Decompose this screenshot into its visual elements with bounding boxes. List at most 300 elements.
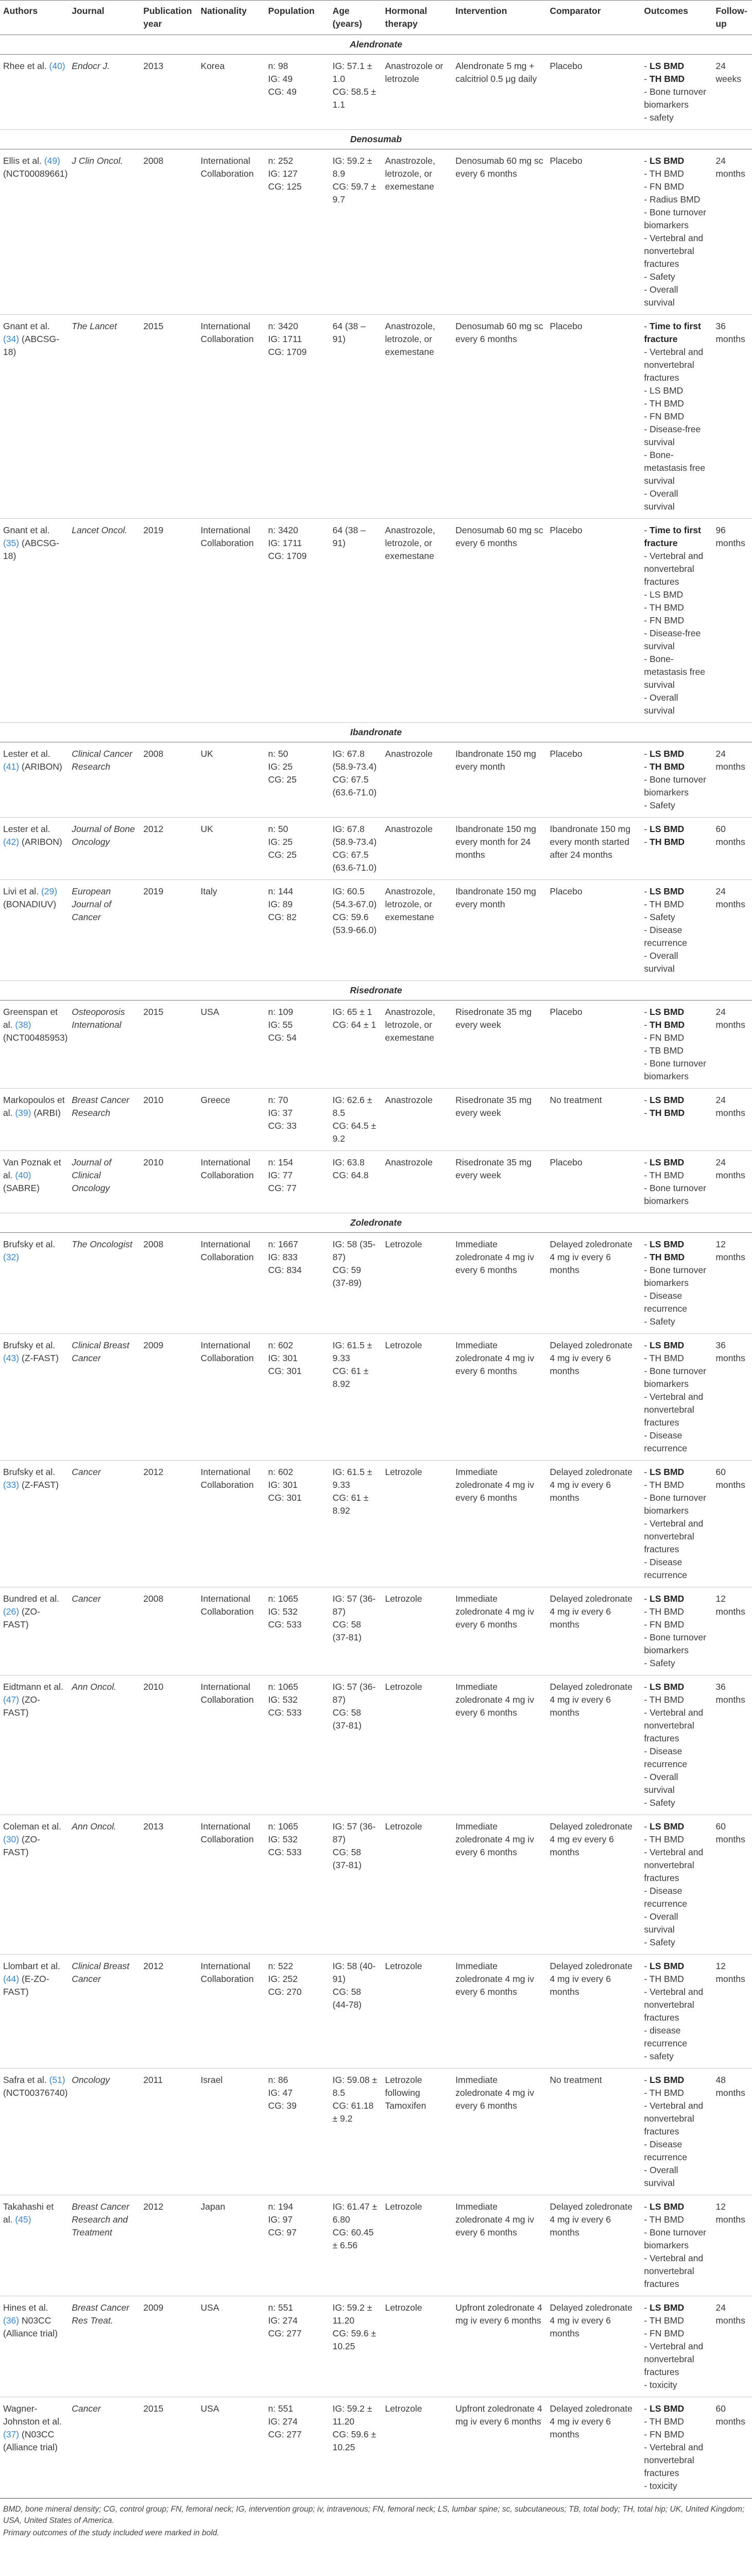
cell-outcomes: [641, 818, 712, 880]
reference-link[interactable]: (35): [3, 538, 20, 548]
cell-population-text: CG: 270: [268, 1987, 302, 1997]
secondary-outcome: - Safety: [644, 912, 675, 922]
primary-outcome: - LS BMD: [644, 1821, 685, 1832]
cell-nationality-text: Israel: [200, 2075, 223, 2085]
cell-nationality: [198, 1461, 265, 1587]
cell-comparator-text: Placebo: [550, 525, 583, 535]
cell-publication-year: [140, 1955, 197, 2069]
cell-publication-year: [140, 1233, 197, 1334]
secondary-outcome: - Overall survival: [644, 692, 678, 716]
reference-link[interactable]: (26): [3, 1606, 20, 1617]
cell-journal: [69, 818, 140, 880]
table-row: [0, 2296, 752, 2397]
cell-population-text: n: 70: [268, 1095, 288, 1105]
reference-link[interactable]: (36): [3, 2315, 20, 2326]
table-row: [0, 1001, 752, 1089]
cell-comparator-text: Placebo: [550, 886, 583, 896]
table-row: [0, 1461, 752, 1587]
outcomes-list: [644, 60, 709, 124]
reference-link[interactable]: (49): [44, 156, 60, 166]
cell-intervention: [452, 55, 546, 130]
cell-outcomes: [641, 880, 712, 981]
cell-hormonal-therapy: [382, 149, 453, 315]
cell-population-text: n: 1667: [268, 1239, 298, 1249]
outcome-label: LS BMD: [650, 1157, 685, 1167]
cell-nationality: [198, 2397, 265, 2498]
cell-age: [330, 880, 382, 981]
cell-publication-year-text: 2015: [143, 2403, 164, 2414]
cell-age-text: IG: 61.47 ± 6.80: [332, 2201, 378, 2225]
secondary-outcome: - Vertebral and nonvertebral fractures: [644, 1392, 704, 1428]
secondary-outcome: - Safety: [644, 1658, 675, 1668]
cell-comparator: [546, 1233, 641, 1334]
primary-outcome: - TH BMD: [644, 1252, 685, 1262]
author-name: Eidtmann et al.: [3, 1682, 63, 1692]
cell-hormonal-therapy-text: Anastrozole: [385, 749, 433, 759]
cell-population: [265, 315, 329, 519]
cell-hormonal-therapy-text: Anastrozole, letrozole, or exemestane: [385, 321, 435, 357]
cell-population-text: CG: 82: [268, 912, 297, 922]
cell-age-text: CG: 59.6 (53.9-66.0): [332, 912, 377, 935]
secondary-outcome: - Disease recurrence: [644, 1430, 688, 1453]
cell-population-text: CG: 301: [268, 1493, 302, 1503]
cell-intervention-text: Immediate zoledronate 4 mg iv every 6 months: [455, 1821, 534, 1857]
cell-population: [265, 1089, 329, 1151]
cell-journal: [69, 55, 140, 130]
secondary-outcome: - Bone turnover biomarkers: [644, 1058, 707, 1081]
outcome-label: LS BMD: [650, 1594, 685, 1604]
cell-population-text: IG: 252: [268, 1974, 298, 1984]
outcomes-list: [644, 1156, 709, 1208]
reference-link[interactable]: (40): [49, 61, 65, 71]
outcome-label: LS BMD: [650, 589, 683, 600]
cell-publication-year: [140, 2397, 197, 2498]
cell-age-text: CG: 64.5 ± 9.2: [332, 1121, 377, 1144]
outcome-label: Vertebral and nonvertebral fractures: [644, 2341, 704, 2377]
cell-intervention-text: Immediate zoledronate 4 mg iv every 6 months: [455, 1961, 534, 1997]
cell-journal: [69, 1151, 140, 1213]
cell-comparator-text: Delayed zoledronate 4 mg iv every 6 months: [550, 2403, 633, 2439]
table-row: [0, 880, 752, 981]
secondary-outcome: - Vertebral and nonvertebral fractures: [644, 1518, 704, 1554]
primary-outcome: - LS BMD: [644, 1467, 685, 1477]
cell-intervention-text: Ibandronate 150 mg every month for 24 months: [455, 824, 536, 860]
cell-publication-year-text: 2010: [143, 1157, 164, 1167]
reference-link[interactable]: (39): [15, 1108, 31, 1118]
outcome-label: Bone turnover biomarkers: [644, 1493, 707, 1516]
author-name: Brufsky et al.: [3, 1340, 56, 1350]
cell-population-text: n: 1065: [268, 1594, 298, 1604]
cell-journal-text: Clinical Breast Cancer: [72, 1340, 130, 1363]
outcome-label: Overall survival: [644, 2165, 678, 2188]
cell-publication-year: [140, 315, 197, 519]
outcome-label: TH BMD: [649, 1606, 684, 1617]
outcome-label: Time to first fracture: [644, 525, 701, 548]
reference-link[interactable]: (45): [15, 2214, 31, 2225]
cell-publication-year-text: 2008: [143, 1594, 164, 1604]
outcome-label: TH BMD: [650, 1020, 685, 1030]
outcome-label: Bone-metastasis free survival: [644, 654, 706, 690]
cell-comparator: [546, 55, 641, 130]
outcome-label: LS BMD: [650, 1239, 685, 1249]
cell-journal-text: Cancer: [72, 1467, 101, 1477]
primary-outcome: - LS BMD: [644, 824, 685, 834]
cell-authors: [0, 519, 69, 723]
cell-journal-text: Osteoporosis International: [72, 1007, 125, 1030]
cell-nationality: [198, 55, 265, 130]
author-name: Lester et al.: [3, 749, 50, 759]
reference-link[interactable]: (29): [41, 886, 58, 896]
cell-intervention: [452, 742, 546, 818]
cell-follow-up: 24 months: [712, 1151, 752, 1213]
drug-group-label: Ibandronate: [0, 723, 752, 742]
secondary-outcome: - TH BMD: [644, 2214, 684, 2225]
outcome-label: Bone turnover biomarkers: [644, 1632, 707, 1655]
cell-comparator: [546, 315, 641, 519]
outcomes-list: [644, 2074, 709, 2190]
cell-age: [330, 1151, 382, 1213]
cell-population-text: n: 3420: [268, 321, 298, 331]
cell-comparator: [546, 2195, 641, 2296]
outcome-label: TH BMD: [649, 168, 684, 179]
outcome-label: Overall survival: [644, 1772, 678, 1795]
cell-follow-up: 24 weeks: [712, 55, 752, 130]
outcomes-list: [644, 1466, 709, 1582]
secondary-outcome: - TH BMD: [644, 1480, 684, 1490]
secondary-outcome: - Vertebral and nonvertebral fractures: [644, 1707, 704, 1743]
cell-follow-up: 12 months: [712, 2195, 752, 2296]
cell-hormonal-therapy: [382, 1955, 453, 2069]
secondary-outcome: - Bone turnover biomarkers: [644, 87, 707, 110]
table-row: [0, 742, 752, 818]
primary-outcome: - LS BMD: [644, 1594, 685, 1604]
outcome-label: LS BMD: [650, 385, 683, 396]
cell-hormonal-therapy: [382, 1675, 453, 1815]
secondary-outcome: - TH BMD: [644, 1353, 684, 1363]
outcome-label: LS BMD: [650, 2403, 685, 2414]
author-name: Gnant et al.: [3, 525, 50, 535]
cell-population-text: IG: 89: [268, 899, 293, 909]
reference-link[interactable]: (38): [15, 1020, 31, 1030]
cell-hormonal-therapy-text: Anastrozole, letrozole, or exemestane: [385, 525, 435, 561]
secondary-outcome: - FN BMD: [644, 2429, 685, 2439]
cell-population-text: n: 194: [268, 2201, 294, 2212]
cell-follow-up: 24 months: [712, 742, 752, 818]
author-name: Wagner-Johnston et al.: [3, 2403, 62, 2427]
cell-authors: [0, 880, 69, 981]
table-row: [0, 1955, 752, 2069]
cell-comparator: [546, 2296, 641, 2397]
cell-journal: [69, 1001, 140, 1089]
cell-population: [265, 149, 329, 315]
cell-nationality: [198, 1675, 265, 1815]
cell-population-text: IG: 37: [268, 1108, 293, 1118]
secondary-outcome: - Vertebral and nonvertebral fractures: [644, 347, 704, 383]
outcome-label: Overall survival: [644, 692, 678, 716]
cell-hormonal-therapy: [382, 55, 453, 130]
outcomes-list: [644, 524, 709, 717]
cell-intervention-text: Denosumab 60 mg sc every 6 months: [455, 321, 543, 344]
secondary-outcome: - Safety: [644, 1937, 675, 1947]
reference-link[interactable]: (37): [3, 2429, 20, 2439]
cell-nationality-text: International Collaboration: [200, 156, 254, 179]
header-population: Population: [265, 1, 329, 35]
trial-id: (ZO-FAST): [3, 1606, 40, 1630]
author-name: Bundred et al.: [3, 1594, 59, 1604]
author-name: Coleman et al.: [3, 1821, 61, 1832]
cell-population-text: CG: 25: [268, 774, 297, 785]
primary-outcome: - TH BMD: [644, 1020, 685, 1030]
primary-outcome: - LS BMD: [644, 2075, 685, 2085]
reference-link[interactable]: (43): [3, 1353, 20, 1363]
cell-authors: [0, 1461, 69, 1587]
cell-population: [265, 1334, 329, 1461]
secondary-outcome: - TH BMD: [644, 2088, 684, 2098]
outcome-label: TH BMD: [649, 899, 684, 909]
cell-population-text: n: 551: [268, 2302, 294, 2313]
cell-hormonal-therapy-text: Letrozole: [385, 1594, 422, 1604]
cell-outcomes: [641, 1233, 712, 1334]
secondary-outcome: - Bone-metastasis free survival: [644, 654, 706, 690]
secondary-outcome: - Bone turnover biomarkers: [644, 1493, 707, 1516]
trial-id: (ARIBON): [22, 761, 62, 772]
cell-population-text: CG: 277: [268, 2429, 302, 2439]
outcome-label: Bone turnover biomarkers: [644, 2227, 707, 2250]
secondary-outcome: - FN BMD: [644, 1032, 685, 1043]
cell-hormonal-therapy: [382, 1001, 453, 1089]
cell-intervention-text: Immediate zoledronate 4 mg iv every 6 months: [455, 1682, 534, 1718]
cell-nationality: [198, 1233, 265, 1334]
secondary-outcome: - FN BMD: [644, 411, 685, 421]
secondary-outcome: - FN BMD: [644, 1619, 685, 1630]
cell-population-text: IG: 274: [268, 2416, 298, 2427]
secondary-outcome: - Radius BMD: [644, 194, 700, 205]
cell-outcomes: [641, 315, 712, 519]
table-row: [0, 1334, 752, 1461]
cell-population: [265, 1151, 329, 1213]
outcome-label: Vertebral and nonvertebral fractures: [644, 551, 704, 587]
header-follow-up: Follow-up: [712, 1, 752, 35]
secondary-outcome: - Vertebral and nonvertebral fractures: [644, 2341, 704, 2377]
cell-journal-text: Cancer: [72, 2403, 101, 2414]
cell-nationality: [198, 2069, 265, 2195]
cell-authors: [0, 1815, 69, 1955]
outcome-label: LS BMD: [650, 1340, 685, 1350]
primary-outcome: - LS BMD: [644, 61, 685, 71]
cell-publication-year-text: 2010: [143, 1095, 164, 1105]
outcome-label: Disease recurrence: [644, 925, 688, 948]
cell-age-text: CG: 58 (37-81): [332, 1847, 362, 1870]
primary-outcome: - LS BMD: [644, 886, 685, 896]
cell-intervention: [452, 2069, 546, 2195]
secondary-outcome: - Bone turnover biomarkers: [644, 1366, 707, 1389]
cell-nationality-text: Japan: [200, 2201, 226, 2212]
cell-comparator-text: Placebo: [550, 61, 583, 71]
cell-age-text: CG: 61.18 ± 9.2: [332, 2100, 374, 2124]
cell-comparator: [546, 880, 641, 981]
drug-group-label: Denosumab: [0, 130, 752, 149]
cell-hormonal-therapy-text: Anastrozole: [385, 1157, 433, 1167]
cell-authors: [0, 1675, 69, 1815]
secondary-outcome: - TH BMD: [644, 602, 684, 613]
cell-intervention-text: Risedronate 35 mg every week: [455, 1095, 532, 1118]
secondary-outcome: - Overall survival: [644, 951, 678, 974]
cell-population-text: n: 1065: [268, 1682, 298, 1692]
cell-publication-year: [140, 55, 197, 130]
cell-age: [330, 149, 382, 315]
cell-journal: [69, 2397, 140, 2498]
cell-outcomes: [641, 1675, 712, 1815]
cell-comparator-text: Placebo: [550, 156, 583, 166]
secondary-outcome: - Bone turnover biomarkers: [644, 1183, 707, 1206]
cell-population: [265, 1955, 329, 2069]
secondary-outcome: - Overall survival: [644, 1911, 678, 1935]
outcome-label: TH BMD: [649, 1974, 684, 1984]
cell-comparator: [546, 1001, 641, 1089]
outcome-label: TH BMD: [649, 2416, 684, 2427]
cell-age-text: IG: 58 (40-91): [332, 1961, 376, 1984]
cell-hormonal-therapy: [382, 880, 453, 981]
cell-age-text: CG: 64 ± 1: [332, 1020, 377, 1030]
reference-link[interactable]: (40): [15, 1170, 31, 1180]
reference-link[interactable]: (47): [3, 1694, 20, 1705]
cell-journal-text: Journal of Clinical Oncology: [72, 1157, 112, 1193]
cell-authors: [0, 55, 69, 130]
cell-age-text: CG: 59 (37-89): [332, 1265, 362, 1288]
primary-outcome: - LS BMD: [644, 1961, 685, 1971]
reference-link[interactable]: (44): [3, 1974, 20, 1984]
cell-intervention: [452, 519, 546, 723]
cell-outcomes: [641, 2397, 712, 2498]
outcome-label: LS BMD: [650, 1682, 685, 1692]
cell-follow-up: 24 months: [712, 2296, 752, 2397]
cell-hormonal-therapy-text: Anastrozole, letrozole, or exemestane: [385, 156, 435, 192]
cell-authors: [0, 1089, 69, 1151]
primary-outcome: - LS BMD: [644, 1157, 685, 1167]
reference-link[interactable]: (30): [3, 1834, 20, 1844]
cell-intervention: [452, 1461, 546, 1587]
cell-publication-year-text: 2012: [143, 824, 164, 834]
author-name: Brufsky et al.: [3, 1239, 56, 1249]
outcome-label: disease recurrence: [644, 2025, 688, 2048]
cell-population-text: n: 252: [268, 156, 294, 166]
cell-journal: [69, 2195, 140, 2296]
secondary-outcome: - TH BMD: [644, 398, 684, 409]
cell-publication-year: [140, 149, 197, 315]
cell-publication-year-text: 2013: [143, 61, 164, 71]
reference-link[interactable]: (41): [3, 761, 20, 772]
cell-age-text: CG: 58 (37-81): [332, 1707, 362, 1731]
cell-publication-year: [140, 1334, 197, 1461]
cell-comparator-text: Placebo: [550, 321, 583, 331]
reference-link[interactable]: (33): [3, 1480, 20, 1490]
reference-link[interactable]: (42): [3, 837, 20, 847]
cell-population: [265, 55, 329, 130]
cell-intervention-text: Immediate zoledronate 4 mg iv every 6 months: [455, 2075, 534, 2111]
cell-age-text: CG: 61 ± 8.92: [332, 1493, 369, 1516]
cell-follow-up: 12 months: [712, 1587, 752, 1675]
cell-population-text: CG: 533: [268, 1619, 302, 1630]
cell-comparator: [546, 1151, 641, 1213]
cell-comparator-text: Delayed zoledronate 4 mg iv every 6 months: [550, 1594, 633, 1630]
secondary-outcome: - Bone turnover biomarkers: [644, 2227, 707, 2250]
cell-hormonal-therapy-text: Anastrozole or letrozole: [385, 61, 443, 84]
cell-nationality-text: USA: [200, 1007, 219, 1017]
reference-link[interactable]: (32): [3, 1252, 20, 1262]
cell-nationality-text: International Collaboration: [200, 1467, 254, 1490]
secondary-outcome: - Vertebral and nonvertebral fractures: [644, 2253, 704, 2289]
cell-age: [330, 2069, 382, 2195]
cell-outcomes: [641, 1089, 712, 1151]
cell-journal-text: Clinical Cancer Research: [72, 749, 132, 772]
cell-publication-year: [140, 1675, 197, 1815]
secondary-outcome: - Overall survival: [644, 2165, 678, 2188]
cell-outcomes: [641, 55, 712, 130]
cell-population-text: IG: 55: [268, 1020, 293, 1030]
outcome-label: Safety: [650, 1937, 675, 1947]
cell-authors: [0, 818, 69, 880]
cell-comparator-text: Placebo: [550, 1007, 583, 1017]
outcomes-list: [644, 748, 709, 812]
cell-publication-year-text: 2013: [143, 1821, 164, 1832]
cell-age-text: CG: 58.5 ± 1.1: [332, 87, 377, 110]
cell-nationality-text: USA: [200, 2302, 219, 2313]
cell-hormonal-therapy: [382, 1089, 453, 1151]
cell-publication-year-text: 2010: [143, 1682, 164, 1692]
outcome-label: Bone turnover biomarkers: [644, 1058, 707, 1081]
cell-publication-year: [140, 742, 197, 818]
header-hormonal-therapy: Hormonal therapy: [382, 1, 453, 35]
cell-nationality-text: UK: [200, 749, 213, 759]
outcome-label: Disease recurrence: [644, 1886, 688, 1909]
cell-outcomes: [641, 2069, 712, 2195]
cell-journal: [69, 742, 140, 818]
trial-id: N03CC (Alliance trial): [3, 2315, 58, 2338]
cell-journal-text: The Oncologist: [72, 1239, 132, 1249]
outcome-label: Safety: [650, 1658, 675, 1668]
cell-hormonal-therapy-text: Anastrozole: [385, 1095, 433, 1105]
cell-hormonal-therapy: [382, 519, 453, 723]
cell-journal: [69, 1675, 140, 1815]
cell-age: [330, 1815, 382, 1955]
outcome-label: FN BMD: [650, 411, 685, 421]
cell-population-text: IG: 274: [268, 2315, 298, 2326]
cell-journal-text: The Lancet: [72, 321, 117, 331]
reference-link[interactable]: (34): [3, 334, 20, 344]
secondary-outcome: - Overall survival: [644, 1772, 678, 1795]
cell-outcomes: [641, 1334, 712, 1461]
cell-population-text: CG: 533: [268, 1847, 302, 1857]
outcomes-list: [644, 1960, 709, 2063]
table-row: [0, 1815, 752, 1955]
cell-nationality-text: International Collaboration: [200, 525, 254, 548]
secondary-outcome: - Disease recurrence: [644, 1886, 688, 1909]
cell-journal-text: Lancet Oncol.: [72, 525, 128, 535]
cell-publication-year: [140, 1815, 197, 1955]
cell-population: [265, 1461, 329, 1587]
cell-age: [330, 1587, 382, 1675]
reference-link[interactable]: (51): [49, 2075, 65, 2085]
cell-intervention: [452, 2296, 546, 2397]
cell-journal-text: Journal of Bone Oncology: [72, 824, 135, 847]
trial-id: (ZO-FAST): [3, 1694, 40, 1718]
outcomes-list: [644, 155, 709, 309]
cell-hormonal-therapy-text: Anastrozole: [385, 824, 433, 834]
outcome-label: LS BMD: [650, 1007, 685, 1017]
primary-outcome: - LS BMD: [644, 2201, 685, 2212]
drug-group-row: [0, 981, 752, 1001]
outcome-label: Disease-free survival: [644, 628, 701, 651]
